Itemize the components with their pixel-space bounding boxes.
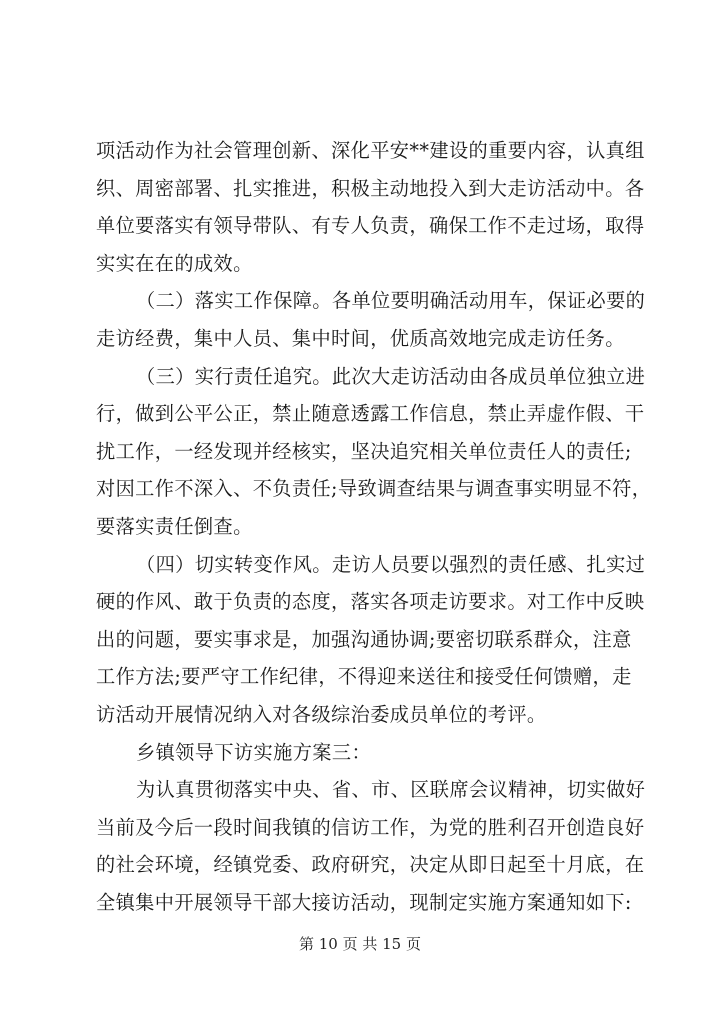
paragraph-p3	[96, 358, 656, 546]
text-line: 织、周密部署、扎实推进，积极主动地投入到大走访活动中。各	[96, 176, 645, 200]
text-line: 的社会环境，经镇党委、政府研究，决定从即日起至十月底，在	[96, 853, 645, 877]
section-heading: 乡镇领导下访实施方案三：	[136, 740, 372, 764]
text-line: （四）切实转变作风。走访人员要以强烈的责任感、扎实过	[136, 552, 646, 576]
text-line: 行，做到公平公正，禁止随意透露工作信息，禁止弄虚作假、干	[96, 402, 645, 426]
text-line: 全镇集中开展领导干部大接访活动，现制定实施方案通知如下:	[96, 890, 632, 914]
text-line: 实实在在的成效。	[96, 251, 253, 275]
text-line: 工作方法;要严守工作纪律，不得迎来送往和接受任何馈赠，走	[96, 665, 632, 689]
paragraph-p4	[96, 546, 656, 734]
text-line: 访活动开展情况纳入对各级综治委成员单位的考评。	[96, 702, 547, 726]
text-line: 为认真贯彻落实中央、省、市、区联席会议精神，切实做好	[136, 778, 646, 802]
paragraph-p5-heading	[96, 734, 656, 772]
text-line: 项活动作为社会管理创新、深化平安**建设的重要内容，认真组	[96, 139, 645, 162]
text-line: （二）落实工作保障。各单位要明确活动用车，保证必要的	[136, 289, 646, 313]
text-line: 当前及今后一段时间我镇的信访工作，为党的胜利召开创造良好	[96, 815, 645, 839]
text-line: （三）实行责任追究。此次大走访活动由各成员单位独立进	[136, 364, 646, 388]
text-line: 走访经费，集中人员、集中时间，优质高效地完成走访任务。	[96, 326, 625, 350]
page-footer	[0, 934, 720, 954]
paragraph-p1	[96, 132, 656, 282]
page-number-label: 第 10 页 共 15 页	[298, 935, 421, 953]
paragraph-p6	[96, 771, 656, 921]
paragraph-p2	[96, 282, 656, 357]
text-line: 对因工作不深入、不负责任;导致调查结果与调查事实明显不符，	[96, 477, 652, 501]
text-line: 要落实责任倒查。	[96, 514, 253, 538]
text-line: 出的问题，要实事求是，加强沟通协调;要密切联系群众，注意	[96, 627, 632, 651]
text-line: 扰工作，一经发现并经核实，坚决追究相关单位责任人的责任;	[96, 439, 632, 463]
text-line: 硬的作风、敢于负责的态度，落实各项走访要求。对工作中反映	[96, 590, 645, 614]
document-body	[96, 132, 656, 921]
text-line: 单位要落实有领导带队、有专人负责，确保工作不走过场，取得	[96, 214, 645, 238]
